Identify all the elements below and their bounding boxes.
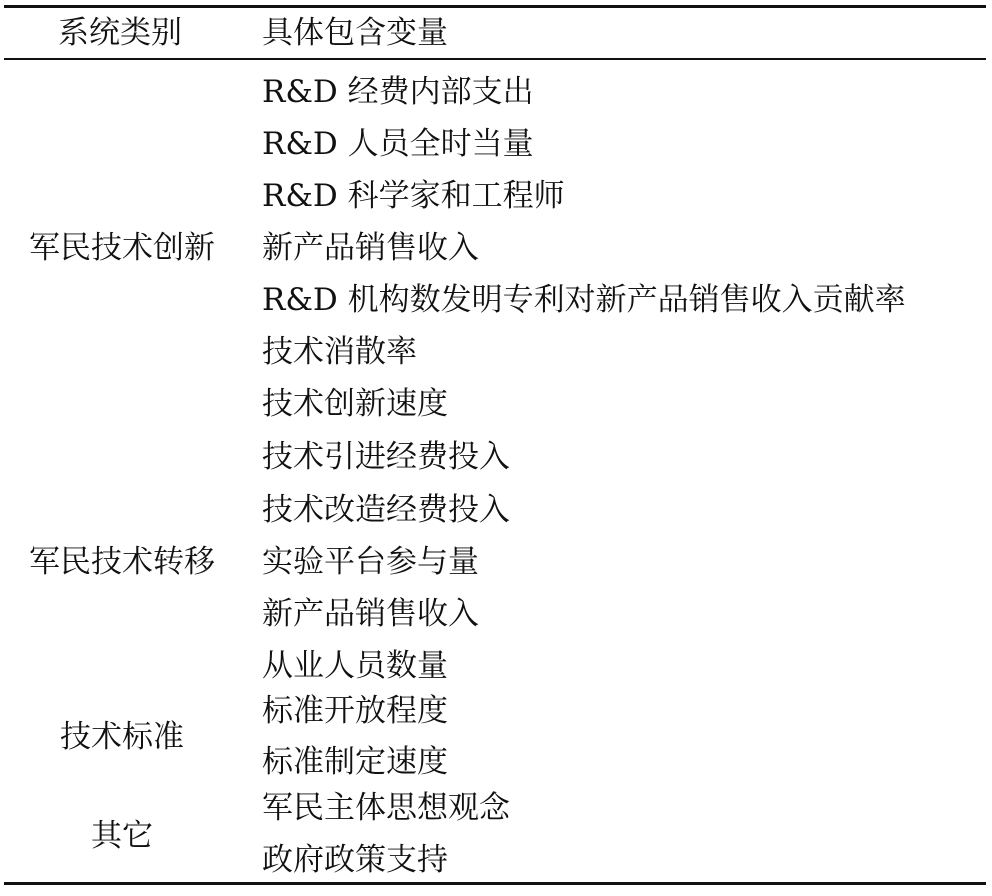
table-cell-variable: R&D 科学家和工程师 [262,178,565,214]
table-cell-variable: R&D 人员全时当量 [262,126,534,162]
table-cell-variable: 标准制定速度 [262,744,448,780]
table-cell-variable: 技术改造经费投入 [262,492,510,528]
header-variables: 具体包含变量 [262,15,448,51]
table-cell-variable: 政府政策支持 [262,842,448,878]
category-standards: 技术标准 [60,719,184,755]
table-header-rule [4,58,986,60]
table-cell-variable: 实验平台参与量 [262,544,479,580]
table-cell-variable: R&D 经费内部支出 [262,74,534,110]
category-transfer: 军民技术转移 [29,544,215,580]
category-other: 其它 [91,818,153,854]
table-cell-variable: 技术引进经费投入 [262,439,510,475]
table-cell-variable: R&D 机构数发明专利对新产品销售收入贡献率 [262,282,906,318]
table-cell-variable: 新产品销售收入 [262,230,479,266]
table-cell-variable: 技术消散率 [262,334,417,370]
table-cell-variable: 军民主体思想观念 [262,790,510,826]
table-cell-variable: 从业人员数量 [262,648,448,684]
table-cell-variable: 标准开放程度 [262,693,448,729]
table-cell-variable: 技术创新速度 [262,386,448,422]
table-top-rule [4,5,986,8]
category-innovation: 军民技术创新 [29,230,215,266]
table-cell-variable: 新产品销售收入 [262,596,479,632]
table-bottom-rule [4,882,986,885]
header-category: 系统类别 [58,15,182,51]
